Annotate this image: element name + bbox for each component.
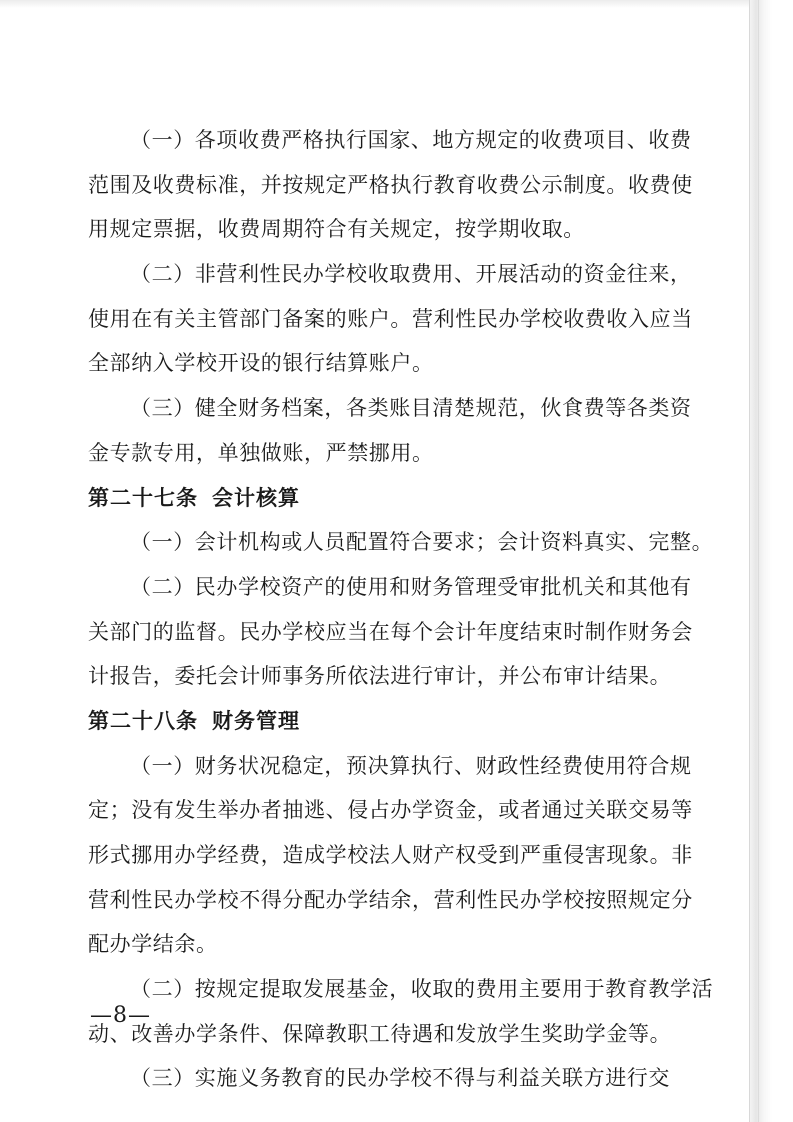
text-line: 使用在有关主管部门备案的账户。营利性民办学校收费收入应当	[88, 306, 693, 331]
text-line: 计报告，委托会计师事务所依法进行审计，并公布审计结果。	[88, 664, 672, 689]
text-line: 用规定票据，收费周期符合有关规定，按学期收取。	[88, 217, 585, 242]
scan-edge-line	[758, 0, 759, 1122]
section-financial-management	[88, 744, 714, 1102]
article-27-title: 会计核算	[212, 485, 300, 510]
text-line: （二）非营利性民办学校收取费用、开展活动的资金往来，	[130, 262, 692, 287]
text-line: 形式挪用办学经费，造成学校法人财产权受到严重侵害现象。非	[88, 843, 693, 867]
section-accounting	[88, 520, 714, 699]
article-28-number: 第二十八条	[88, 708, 198, 733]
text-line: 动、改善办学条件、保障教职工待遇和发放学生奖助学金等。	[88, 1021, 672, 1046]
article-28-title: 财务管理	[212, 708, 300, 733]
scan-edge-right	[749, 0, 793, 1122]
section-fees	[88, 118, 693, 476]
article-27-heading	[88, 476, 674, 521]
text-line: （三）实施义务教育的民办学校不得与利益关联方进行交	[130, 1066, 670, 1091]
text-line: 全部纳入学校开设的银行结算账户。	[88, 351, 434, 376]
text-line: 关部门的监督。民办学校应当在每个会计年度结束时制作财务会	[88, 619, 693, 644]
text-line: 范围及收费标准，并按规定严格执行教育收费公示制度。收费使	[88, 172, 693, 197]
article-28-heading	[88, 699, 674, 744]
text-line: （三）健全财务档案，各类账目清楚规范，伙食费等各类资	[130, 396, 692, 421]
text-line: （二）民办学校资产的使用和财务管理受审批机关和其他有	[130, 574, 692, 599]
text-line: （一）会计机构或人员配置符合要求；会计资料真实、完整。	[130, 530, 714, 555]
article-27-number: 第二十七条	[88, 485, 198, 510]
text-line: 定；没有发生举办者抽逃、侵占办学资金，或者通过关联交易等	[88, 798, 693, 823]
page-number: —8—	[90, 1003, 151, 1028]
text-line: 营利性民办学校不得分配办学结余，营利性民办学校按照规定分	[88, 887, 693, 912]
scan-shadow-top	[0, 0, 750, 8]
text-line: （二）按规定提取发展基金，收取的费用主要用于教育教学活	[130, 977, 714, 1002]
text-line: 金专款专用，单独做账，严禁挪用。	[88, 440, 434, 465]
text-line: （一）财务状况稳定，预决算执行、财政性经费使用符合规	[130, 753, 692, 778]
text-line: （一）各项收费严格执行国家、地方规定的收费项目、收费	[130, 128, 692, 152]
document-body	[88, 118, 714, 1101]
text-line: 配办学结余。	[88, 932, 218, 957]
